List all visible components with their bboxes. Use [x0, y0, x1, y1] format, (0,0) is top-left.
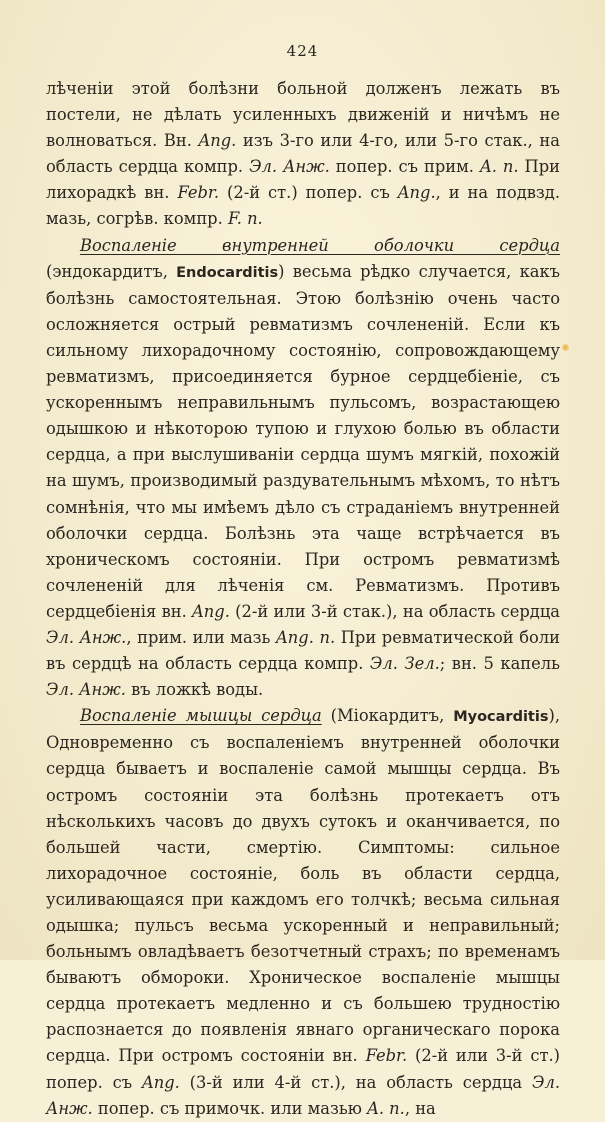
remedy-abbreviation: A. n.: [479, 157, 519, 177]
remedy-abbreviation: Эл. Анж.: [46, 627, 127, 647]
remedy-abbreviation: Febr.: [365, 1046, 408, 1066]
section-heading: Воспаленіе внутренней оболочки сердца: [80, 235, 560, 255]
remedy-abbreviation: Ang.: [198, 131, 237, 151]
text-run: , на: [404, 1098, 436, 1118]
text-run: При лихорадкѣ вн.: [46, 157, 560, 203]
page-number: 424: [286, 42, 319, 60]
text-run: (2-й или 3-й стак.), на область сердца: [229, 601, 560, 621]
remedy-abbreviation: Эл. Анж.: [46, 680, 126, 700]
text-run: въ ложкѣ воды.: [125, 680, 264, 700]
text-run: попер. съ примочк. или мазью: [92, 1098, 368, 1118]
text-run: , и на подвзд. мазь, согрѣв. компр.: [46, 183, 560, 229]
text-run: попер. съ прим.: [329, 157, 480, 177]
paragraph: [46, 233, 560, 704]
text-run: лѣченіи этой болѣзни больной долженъ лежать въ постели, не дѣлать усиленныхъ движеній и ничѣмъ не волноваться. Вн.: [46, 79, 560, 151]
remedy-abbreviation: Ang.: [397, 183, 436, 203]
latin-term: Endocarditis: [176, 264, 279, 281]
text-run: ; вн. 5 капель: [439, 654, 560, 674]
text-run: (3-й или 4-й ст.), на область сердца: [179, 1072, 532, 1092]
remedy-abbreviation: Эл. Зел.: [369, 654, 440, 674]
ink-stain: [562, 344, 569, 351]
remedy-abbreviation: A. n.: [367, 1098, 405, 1118]
remedy-abbreviation: Ang.: [192, 601, 230, 621]
text-run: ) весьма рѣдко случается, какъ болѣзнь самостоятельная. Этою болѣзнію очень часто осложняется острый ревматизмъ сочлененій. Если къ сильному лихорадочному состоянію, сопровождающему ревматизмъ, присоединяется бурное сердцебіеніе, съ ускореннымъ неправильнымъ пульсомъ, возрастающею одышкою и нѣкоторою тупою и глухою болью въ области сердца, а при выслушиваніи сердца шумъ мягкій, похожій на шумъ, производимый раздувательнымъ мѣхомъ, то нѣтъ сомнѣнія, что мы имѣемъ дѣло съ страданіемъ внутренней оболочки сердца. Болѣзнь эта чаще встрѣчается въ хроническомъ состояніи. При остромъ ревматизмѣ сочлененій для лѣченія см. Ревматизмъ. Противъ сердцебіенія вн.: [46, 261, 560, 621]
remedy-abbreviation: Эл. Анж.: [249, 157, 330, 177]
text-run: , прим. или мазь: [126, 627, 277, 647]
text-run: изъ 3-го или 4-го, или 5-го стак., на область сердца компр.: [46, 131, 560, 177]
text-run: (2-й ст.) попер. съ: [219, 183, 398, 203]
body-text: [46, 76, 560, 1122]
text-run: При ревматической боли въ сердцѣ на область сердца компр.: [46, 627, 560, 674]
paragraph: [46, 703, 560, 1122]
text-run: ), Одновременно съ воспаленіемъ внутренней оболочки сердца бываетъ и воспаленіе самой мышцы сердца. Въ остромъ состояніи эта болѣзнь протекаетъ отъ нѣсколькихъ часовъ до двухъ сутокъ и оканчивается, по большей части, смертію. Симптомы: сильное лихорадочное состояніе, боль въ области сердца, усиливающаяся при каждомъ его толчкѣ; весьма сильная одышка; пульсъ весьма ускоренный и неправильный; больнымъ овладѣваетъ безотчетный страхъ; по временамъ бываютъ обмороки. Хроническое воспаленіе мышцы сердца протекаетъ медленно и съ большею трудностію распознается до появленія явнаго органическаго порока сердца. При остромъ состояніи вн.: [46, 706, 560, 1066]
remedy-abbreviation: Febr.: [177, 183, 220, 203]
remedy-abbreviation: Ang.: [141, 1072, 180, 1092]
remedy-abbreviation: Эл. Анж.: [46, 1072, 560, 1118]
remedy-abbreviation: Ang. n.: [276, 627, 336, 647]
paragraph: [46, 76, 560, 233]
section-heading: Воспаленіе мышцы сердца: [80, 706, 322, 726]
text-run: (Міокардитъ,: [321, 706, 454, 726]
text-run: (эндокардитъ,: [46, 261, 177, 281]
text-run: (2-й или 3-й ст.) попер. съ: [46, 1046, 560, 1092]
remedy-abbreviation: F. n.: [227, 209, 263, 229]
latin-term: Myocarditis: [453, 709, 549, 726]
